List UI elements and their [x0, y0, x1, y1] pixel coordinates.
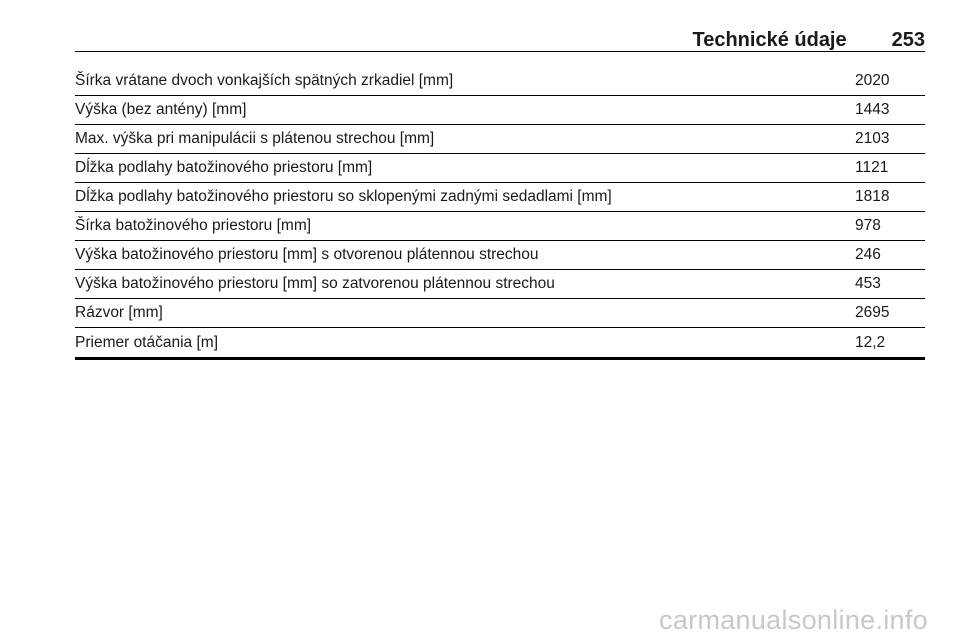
row-label: Rázvor [mm]	[75, 304, 163, 321]
row-value: 246	[855, 246, 881, 263]
row-label: Šírka vrátane dvoch vonkajších spätných zrkadiel [mm]	[75, 72, 454, 89]
table-row	[75, 270, 925, 299]
row-value: 453	[855, 275, 881, 292]
table-row	[75, 241, 925, 270]
page-title: Technické údaje	[692, 29, 847, 51]
table-row	[75, 96, 925, 125]
spec-table	[75, 67, 925, 360]
row-label: Šírka batožinového priestoru [mm]	[75, 217, 312, 234]
row-label: Dĺžka podlahy batožinového priestoru so sklopenými zadnými sedadlami [mm]	[75, 188, 612, 205]
table-row	[75, 154, 925, 183]
row-value: 2695	[855, 304, 890, 321]
row-label: Priemer otáčania [m]	[75, 333, 218, 351]
row-label: Výška (bez antény) [mm]	[75, 101, 247, 118]
table-row	[75, 328, 925, 357]
row-label: Výška batožinového priestoru [mm] s otvorenou plátennou strechou	[75, 246, 539, 263]
row-value: 1443	[855, 101, 890, 118]
table-row	[75, 67, 925, 96]
row-value: 1818	[855, 188, 890, 205]
table-row	[75, 212, 925, 241]
table-row	[75, 183, 925, 212]
row-value: 978	[855, 217, 881, 234]
row-value: 2020	[855, 72, 890, 89]
row-value: 1121	[855, 159, 889, 176]
row-value: 2103	[855, 130, 890, 147]
row-value: 12,2	[855, 333, 886, 351]
watermark: carmanualsonline.info	[659, 605, 928, 635]
row-label: Dĺžka podlahy batožinového priestoru [mm]	[75, 159, 373, 176]
table-row	[75, 299, 925, 328]
row-label: Výška batožinového priestoru [mm] so zatvorenou plátennou strechou	[75, 275, 555, 292]
row-label: Max. výška pri manipulácii s plátenou strechou [mm]	[75, 130, 435, 147]
page-number: 253	[891, 29, 925, 51]
page-header	[75, 30, 925, 52]
table-row	[75, 125, 925, 154]
